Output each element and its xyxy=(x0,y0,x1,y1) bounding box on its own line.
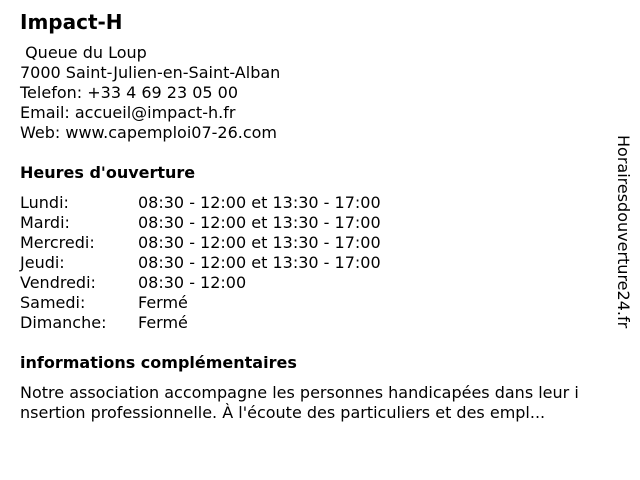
time-value: 08:30 - 12:00 et 13:30 - 17:00 xyxy=(138,253,381,272)
site-watermark: Horairesdouverture24.fr xyxy=(614,135,633,329)
time-value: Fermé xyxy=(138,293,188,312)
description-line-1: Notre association accompagne les personnes handicapées dans leur i xyxy=(20,383,579,402)
hours-row-sunday xyxy=(20,313,381,333)
time-value: 08:30 - 12:00 et 13:30 - 17:00 xyxy=(138,193,381,212)
hours-row-friday xyxy=(20,273,381,293)
hours-row-thursday xyxy=(20,253,381,273)
day-label: Samedi: xyxy=(20,293,86,312)
time-value: 08:30 - 12:00 et 13:30 - 17:00 xyxy=(138,233,381,252)
hours-row-tuesday xyxy=(20,213,381,233)
website-line: Web: www.capemploi07-26.com xyxy=(20,123,278,142)
day-label: Jeudi: xyxy=(20,253,65,272)
address-block xyxy=(20,43,280,143)
business-name: Impact-H xyxy=(20,10,123,34)
hours-row-wednesday xyxy=(20,233,381,253)
time-value: 08:30 - 12:00 xyxy=(138,273,247,292)
time-value: 08:30 - 12:00 et 13:30 - 17:00 xyxy=(138,213,381,232)
opening-hours-table xyxy=(20,193,381,333)
day-label: Vendredi: xyxy=(20,273,96,292)
email-line: Email: accueil@impact-h.fr xyxy=(20,103,236,122)
street-line: Queue du Loup xyxy=(20,43,147,62)
additional-info-heading: informations complémentaires xyxy=(20,353,297,372)
day-label: Mercredi: xyxy=(20,233,95,252)
time-value: Fermé xyxy=(138,313,188,332)
city-line: 7000 Saint-Julien-en-Saint-Alban xyxy=(20,63,281,82)
phone-line: Telefon: +33 4 69 23 05 00 xyxy=(20,83,239,102)
description-line-2: nsertion professionnelle. À l'écoute des particuliers et des empl... xyxy=(20,403,546,422)
opening-hours-heading: Heures d'ouverture xyxy=(20,163,196,182)
day-label: Mardi: xyxy=(20,213,70,232)
hours-row-monday xyxy=(20,193,381,213)
day-label: Lundi: xyxy=(20,193,69,212)
hours-row-saturday xyxy=(20,293,381,313)
day-label: Dimanche: xyxy=(20,313,107,332)
description-text xyxy=(20,383,610,423)
